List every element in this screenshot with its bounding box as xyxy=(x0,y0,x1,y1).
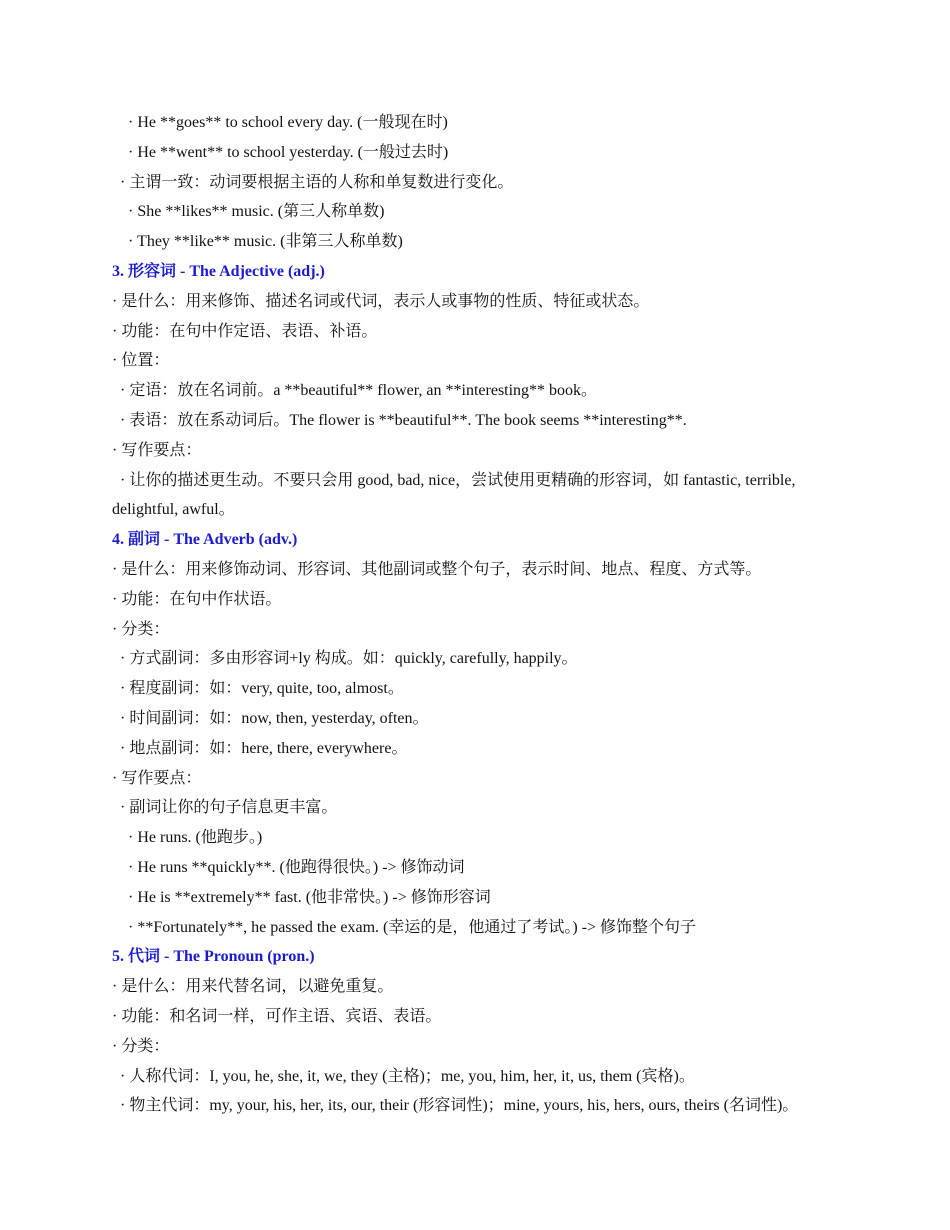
bullet-line: · 是什么：用来代替名词，以避免重复。 xyxy=(112,978,394,996)
bullet-line: · 程度副词：如：very, quite, too, almost。 xyxy=(120,680,404,698)
bullet-line: · 功能：和名词一样，可作主语、宾语、表语。 xyxy=(112,1007,442,1025)
example-line: · He **went** to school yesterday. (一般过去时) xyxy=(128,143,449,161)
bullet-line: · 功能：在句中作状语。 xyxy=(112,590,282,608)
bullet-line: · 地点副词：如：here, there, everywhere。 xyxy=(120,739,408,757)
bullet-line: · 让你的描述更生动。不要只会用 good, bad, nice，尝试使用更精确的形容词，如 fantastic, terrible, xyxy=(120,471,796,489)
bullet-line: · 位置： xyxy=(112,352,170,370)
example-line: · They **like** music. (非第三人称单数) xyxy=(128,233,403,251)
continuation-line: delightful, awful。 xyxy=(112,501,235,519)
bullet-line: · 写作要点： xyxy=(112,769,202,787)
bullet-line: · 表语：放在系动词后。The flower is **beautiful**. The book seems **interesting**. xyxy=(120,411,687,429)
bullet-line: · 是什么：用来修饰动词、形容词、其他副词或整个句子，表示时间、地点、程度、方式等。 xyxy=(112,560,762,578)
bullet-line: · 分类： xyxy=(112,620,170,638)
example-line: · He is **extremely** fast. (他非常快。) -> 修饰形容词 xyxy=(128,888,491,906)
example-line: · He runs **quickly**. (他跑得很快。) -> 修饰动词 xyxy=(128,858,465,876)
bullet-line: · 分类： xyxy=(112,1037,170,1055)
example-line: · **Fortunately**, he passed the exam. (幸运的是，他通过了考试。) -> 修饰整个句子 xyxy=(128,918,697,936)
bullet-line: · 人称代词：I, you, he, she, it, we, they (主格)；me, you, him, her, it, us, them (宾格)。 xyxy=(120,1067,695,1085)
bullet-line: · 时间副词：如：now, then, yesterday, often。 xyxy=(120,709,429,727)
bullet-line: · 写作要点： xyxy=(112,441,202,459)
bullet-line: · 方式副词：多由形容词+ly 构成。如：quickly, carefully, happily。 xyxy=(120,650,578,668)
example-line: · He runs. (他跑步。) xyxy=(128,829,263,847)
bullet-line: · 副词让你的句子信息更丰富。 xyxy=(120,799,338,817)
section-heading-adverb: 4. 副词 - The Adverb (adv.) xyxy=(112,531,298,549)
bullet-line: · 主谓一致：动词要根据主语的人称和单复数进行变化。 xyxy=(120,173,514,191)
example-line: · She **likes** music. (第三人称单数) xyxy=(128,203,385,221)
document-page xyxy=(0,108,950,1121)
bullet-line: · 定语：放在名词前。a **beautiful** flower, an **interesting** book。 xyxy=(120,382,598,400)
bullet-line: · 功能：在句中作定语、表语、补语。 xyxy=(112,322,378,340)
section-heading-pronoun: 5. 代词 - The Pronoun (pron.) xyxy=(112,948,315,966)
example-line: · He **goes** to school every day. (一般现在时) xyxy=(128,114,448,131)
section-heading-adjective: 3. 形容词 - The Adjective (adj.) xyxy=(112,262,325,280)
bullet-line: · 物主代词：my, your, his, her, its, our, their (形容词性)；mine, yours, his, hers, ours, theirs (名词性)。 xyxy=(120,1097,799,1115)
bullet-line: · 是什么：用来修饰、描述名词或代词，表示人或事物的性质、特征或状态。 xyxy=(112,292,650,310)
